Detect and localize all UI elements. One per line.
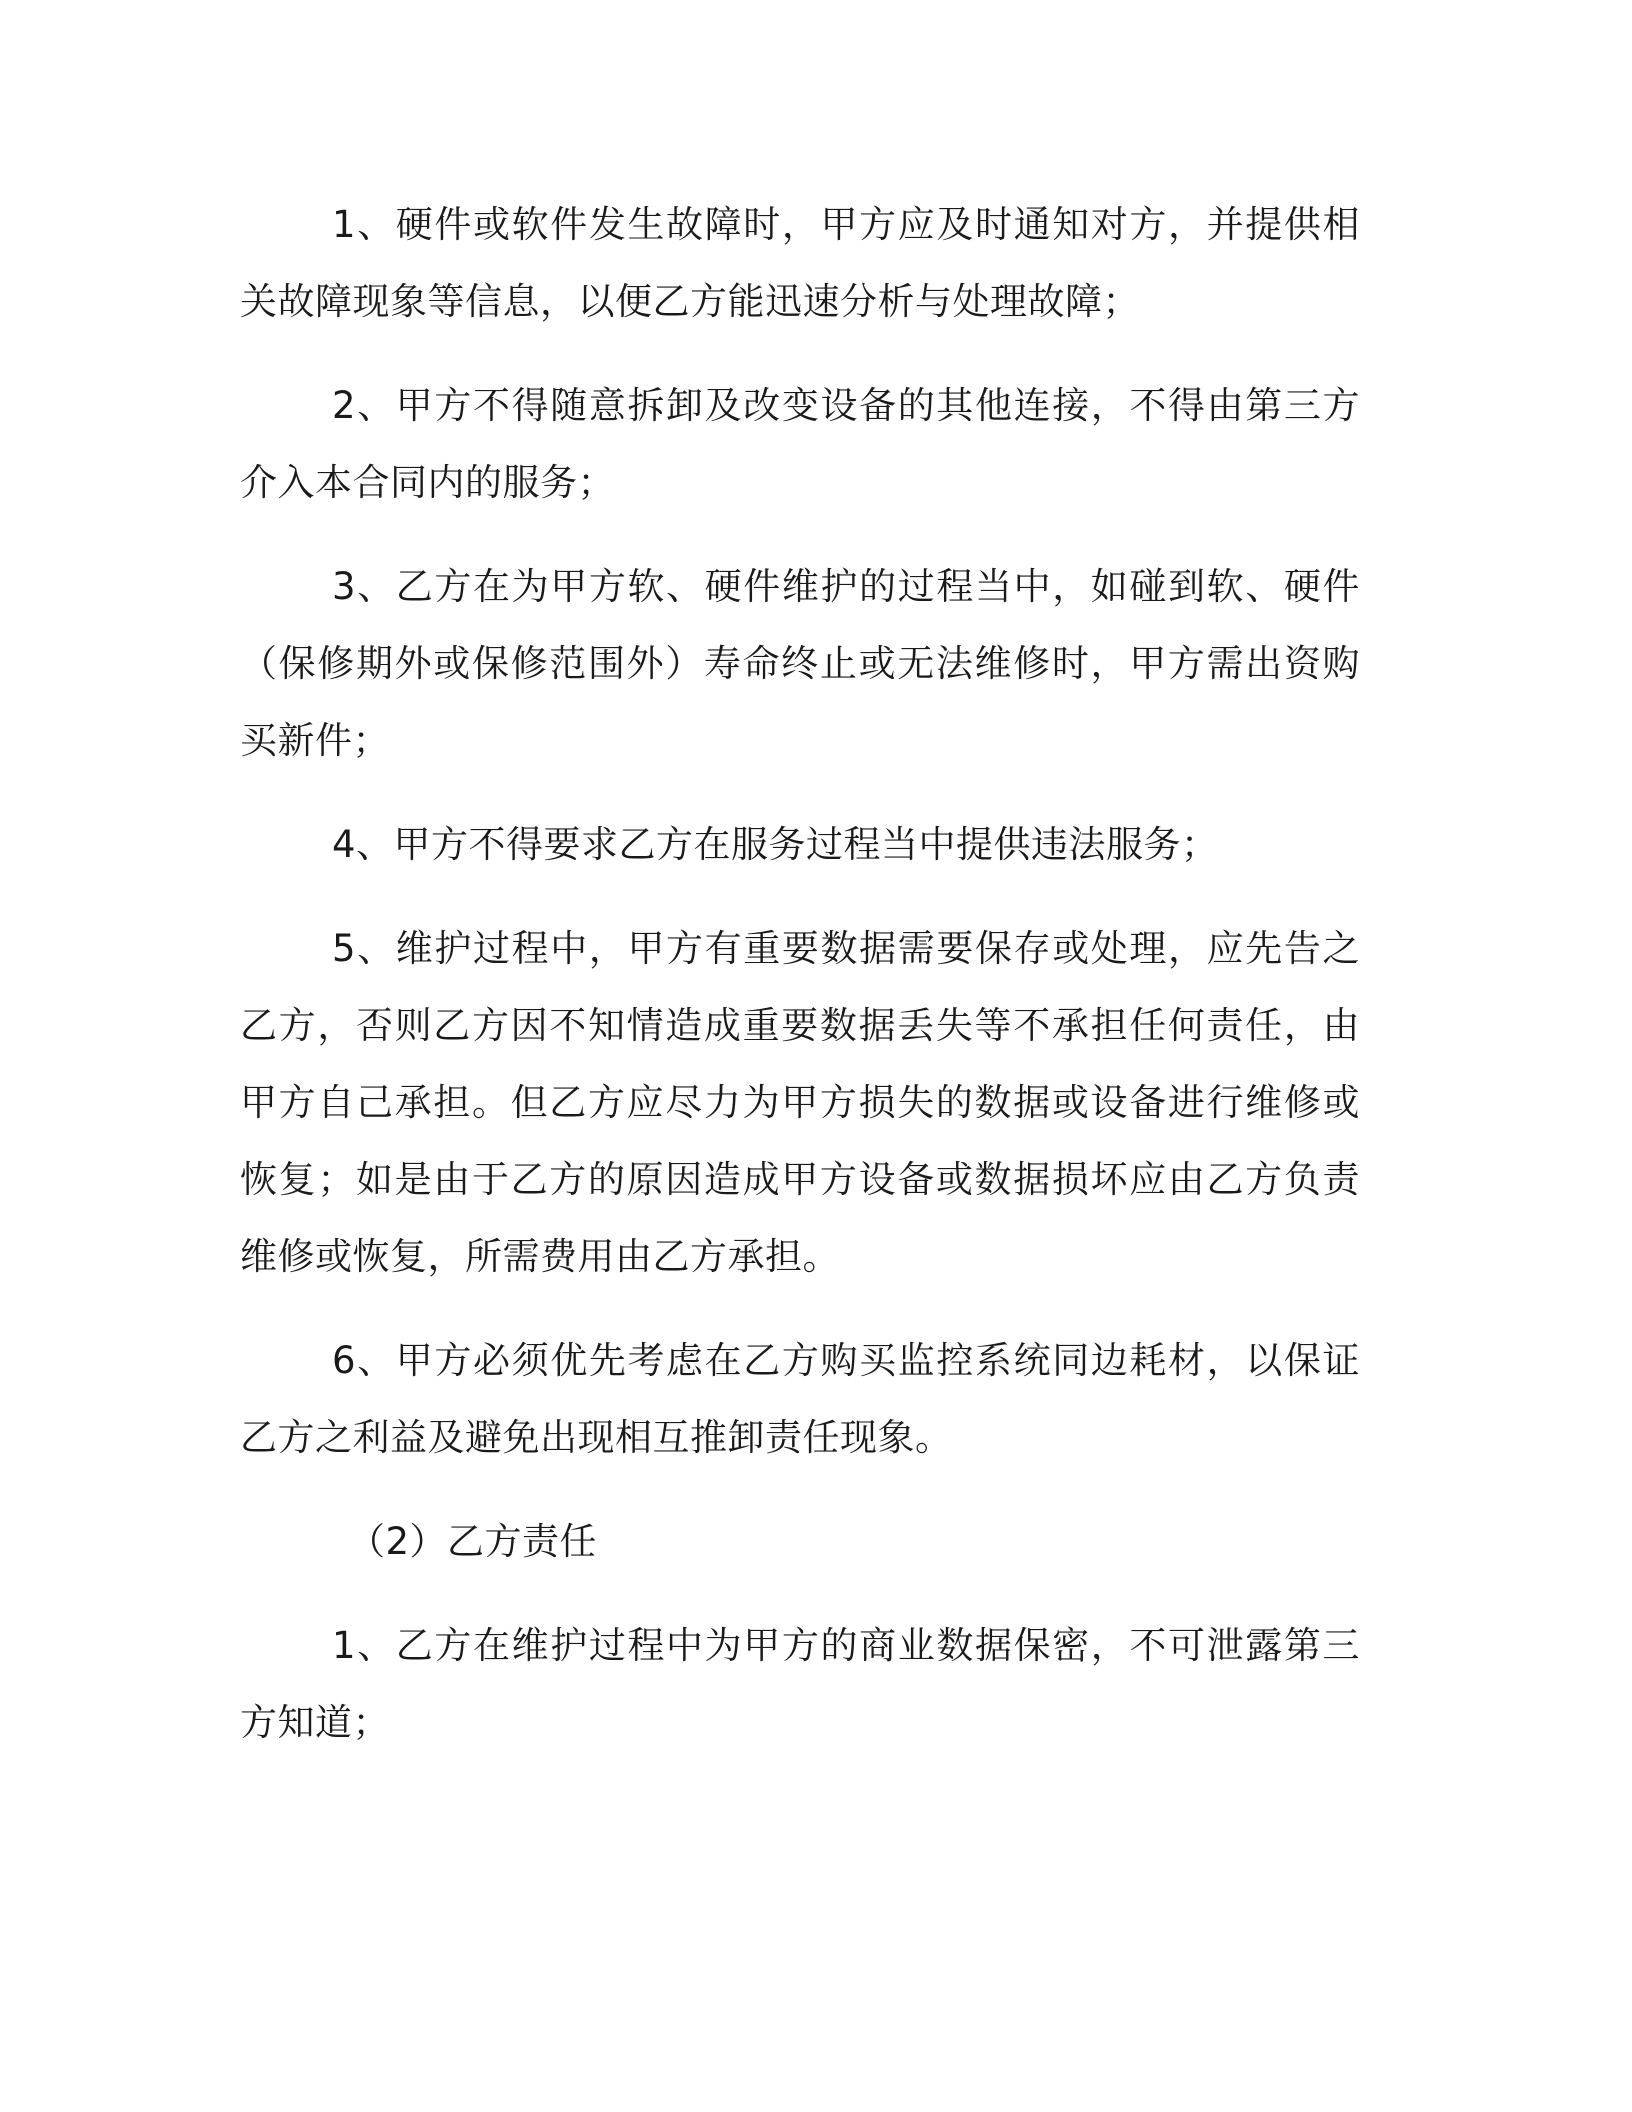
- party-b-section-heading: （2）乙方责任: [348, 1520, 598, 1563]
- party-a-clause-6: 6、甲方必须优先考虑在乙方购买监控系统同边耗材，以保证乙方之利益及避免出现相互推卸责任现象。: [240, 1339, 1360, 1459]
- party-a-clause-2: 2、甲方不得随意拆卸及改变设备的其他连接，不得由第三方介入本合同内的服务；: [240, 384, 1360, 504]
- party-a-clause-1: 1、硬件或软件发生故障时，甲方应及时通知对方，并提供相关故障现象等信息，以便乙方能迅速分析与处理故障；: [240, 203, 1360, 323]
- party-a-clause-5: 5、维护过程中，甲方有重要数据需要保存或处理，应先告之乙方，否则乙方因不知情造成重要数据丢失等不承担任何责任，由甲方自己承担。但乙方应尽力为甲方损失的数据或设备进行维修或恢复；如是由于乙方的原因造成甲方设备或数据损坏应由乙方负责维修或恢复，所需费用由乙方承担。: [240, 927, 1360, 1278]
- document-body: [240, 186, 1360, 1761]
- party-a-clause-3: 3、乙方在为甲方软、硬件维护的过程当中，如碰到软、硬件（保修期外或保修范围外）寿命终止或无法维修时，甲方需出资购买新件；: [240, 565, 1360, 762]
- party-b-clause-1: 1、乙方在维护过程中为甲方的商业数据保密，不可泄露第三方知道；: [240, 1624, 1360, 1744]
- party-a-clause-4: 4、甲方不得要求乙方在服务过程当中提供违法服务；: [332, 823, 1219, 866]
